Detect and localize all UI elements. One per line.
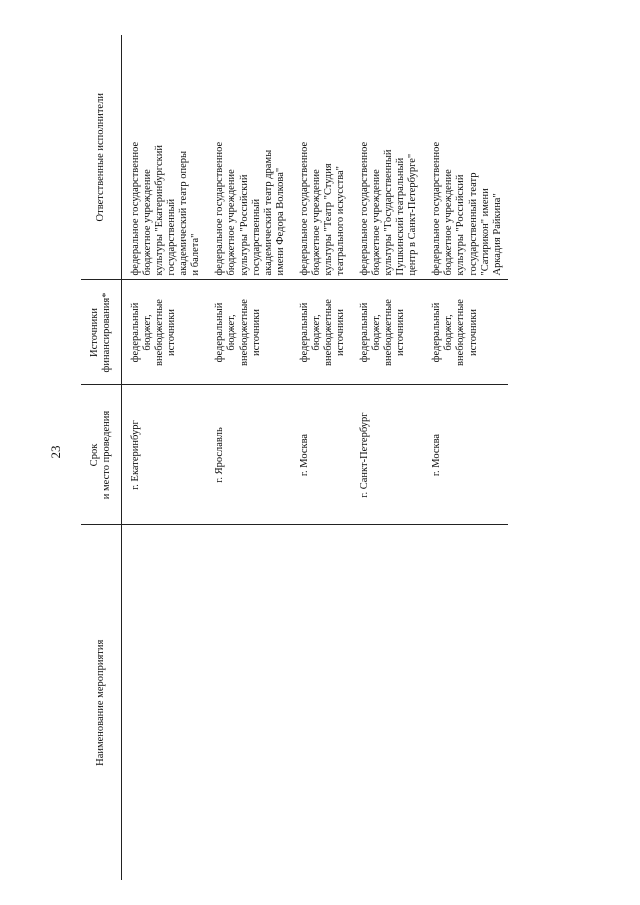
table-row — [122, 35, 207, 880]
table-header-row — [81, 35, 122, 880]
cell-executors: федеральное государственное бюджетное учреждение культуры "Театр "Студия театрального искусства" — [291, 35, 351, 280]
cell-event-name — [291, 525, 351, 880]
cell-place: г. Ярославль — [206, 385, 290, 525]
cell-place: г. Екатеринбург — [122, 385, 207, 525]
header-place: Срок и место проведения — [81, 385, 122, 525]
cell-funding: федеральный бюджет, внебюджетные источники — [291, 280, 351, 385]
header-event-name: Наименование мероприятия — [81, 525, 122, 880]
cell-executors: федеральное государственное бюджетное учреждение культуры "Российский государственный театр "Сатирикон" имени Аркадия Райкина" — [423, 35, 507, 280]
cell-funding: федеральный бюджет, внебюджетные источники — [423, 280, 507, 385]
cell-event-name — [206, 525, 290, 880]
cell-place: г. Санкт-Петербург — [351, 385, 423, 525]
page-number: 23 — [48, 445, 63, 459]
events-table — [81, 35, 508, 880]
header-funding: Источники финансирования* — [81, 280, 122, 385]
table-row — [291, 35, 351, 880]
cell-funding: федеральный бюджет, внебюджетные источники — [351, 280, 423, 385]
table-row — [423, 35, 507, 880]
header-executors: Ответственные исполнители — [81, 35, 122, 280]
cell-place: г. Москва — [423, 385, 507, 525]
cell-executors: федеральное государственное бюджетное учреждение культуры "Екатеринбургский государственный академический театр оперы и балета" — [122, 35, 207, 280]
cell-funding: федеральный бюджет, внебюджетные источники — [206, 280, 290, 385]
table-row — [206, 35, 290, 880]
table-row — [351, 35, 423, 880]
cell-event-name — [423, 525, 507, 880]
cell-place: г. Москва — [291, 385, 351, 525]
cell-event-name — [122, 525, 207, 880]
cell-funding: федеральный бюджет, внебюджетные источники — [122, 280, 207, 385]
rotated-table-page — [81, 35, 640, 880]
cell-event-name — [351, 525, 423, 880]
cell-executors: федеральное государственное бюджетное учреждение культуры "Российский государственный академический театр драмы имени Федора Волкова" — [206, 35, 290, 280]
cell-executors: федеральное государственное бюджетное учреждение культуры "Государственный Пушкинский театральный центр в Санкт-Петербурге" — [351, 35, 423, 280]
